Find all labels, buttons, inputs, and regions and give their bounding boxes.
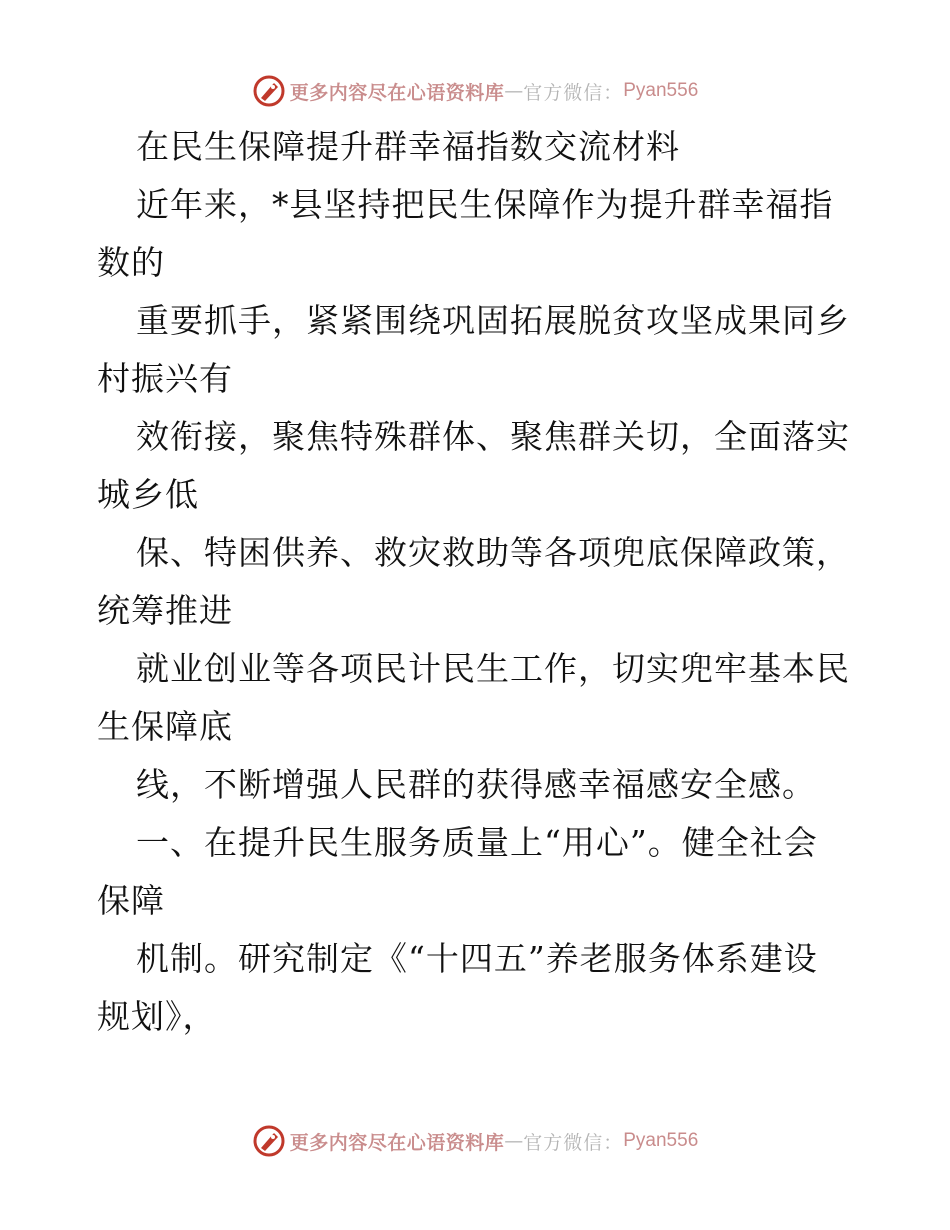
- paragraph-line: 重要抓手，紧紧围绕巩固拓展脱贫攻坚成果同乡: [136, 301, 850, 340]
- paragraph-line: 城乡低: [97, 475, 199, 514]
- header-wechat-label: 官方微信：: [523, 81, 624, 104]
- footer-wechat-label: 官方微信：: [523, 1131, 624, 1154]
- paragraph-line: 生保障底: [97, 707, 233, 746]
- document-body: [97, 118, 867, 1046]
- paragraph-line: 线，不断增强人民群的获得感幸福感安全感。: [136, 765, 816, 804]
- document-title: 在民生保障提升群幸福指数交流材料: [136, 127, 680, 166]
- pen-nib-logo-icon: [252, 74, 286, 108]
- paragraph-line: 统筹推进: [97, 591, 233, 630]
- footer-banner-dash: —: [504, 1130, 524, 1152]
- paragraph-line: 村振兴有: [97, 359, 233, 398]
- paragraph-line: 效衔接，聚焦特殊群体、聚焦群关切，全面落实: [136, 417, 850, 456]
- footer-wechat-id: Pyan556: [623, 1130, 699, 1151]
- section-heading-line: 一、在提升民生服务质量上“用心”。健全社会: [136, 823, 818, 862]
- header-banner-text: 更多内容尽在心语资料库: [289, 81, 505, 104]
- pen-nib-logo-icon: [252, 1124, 286, 1158]
- footer-banner-text: 更多内容尽在心语资料库: [289, 1131, 505, 1154]
- header-banner-dash: —: [504, 80, 524, 102]
- paragraph-line: 规划》，: [97, 997, 217, 1036]
- header-banner: [0, 71, 950, 111]
- paragraph-line: 机制。研究制定《“十四五”养老服务体系建设: [136, 939, 818, 978]
- header-wechat-id: Pyan556: [623, 80, 699, 101]
- paragraph-line: 保障: [97, 881, 165, 920]
- footer-banner: [0, 1121, 950, 1161]
- paragraph-line: 就业创业等各项民计民生工作，切实兜牢基本民: [136, 649, 850, 688]
- paragraph-line: 数的: [97, 243, 165, 282]
- paragraph-line: 保、特困供养、救灾救助等各项兜底保障政策，: [136, 533, 850, 572]
- paragraph-line: 近年来，*县坚持把民生保障作为提升群幸福指: [136, 185, 834, 224]
